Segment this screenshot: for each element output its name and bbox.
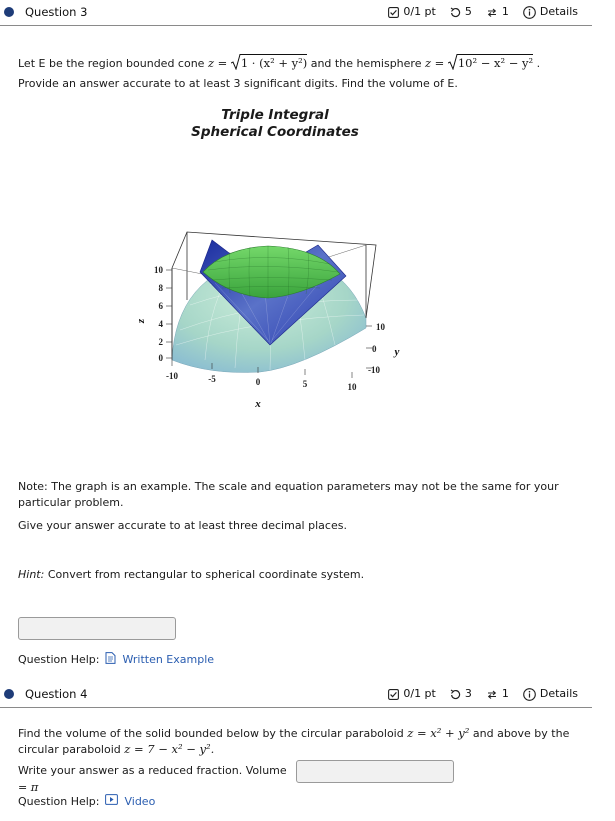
score-text: 0/1 pt	[403, 687, 436, 701]
z-tick-label: 8	[158, 283, 163, 293]
z-tick-label: 10	[154, 265, 163, 275]
volume-answer-input[interactable]	[296, 760, 454, 783]
hint-text: Convert from rectangular to spherical coordinate system.	[44, 568, 365, 581]
retry-count: 1	[501, 5, 509, 19]
z-axis-label: z	[135, 318, 147, 324]
question-help	[18, 652, 214, 667]
video-link[interactable]: Video	[124, 794, 156, 808]
z-tick-label: 0	[158, 353, 163, 363]
pi-symbol: π	[30, 780, 39, 794]
graph-note: Note: The graph is an example. The scale and equation parameters may not be the same for your particular problem.	[18, 480, 559, 509]
x-tick-label: 5	[302, 379, 308, 389]
prompt-text-b: and above by the	[469, 727, 570, 740]
x-tick-label: 10	[347, 382, 357, 392]
details-link[interactable]: Details	[539, 5, 578, 19]
retry-count: 1	[501, 687, 509, 701]
prompt-text-a: Let E be the region bounded cone	[18, 57, 208, 70]
z-tick-label: 6	[158, 301, 163, 311]
hemisphere-equation-lhs: z =	[424, 56, 445, 70]
hemisphere-equation-radicand: 10² − x² − y²	[457, 56, 534, 70]
hint	[18, 567, 578, 583]
cone-equation-lhs: z =	[207, 56, 228, 70]
question-meta	[388, 687, 578, 701]
retry-icon	[486, 687, 498, 700]
prompt-text-c: circular paraboloid	[18, 743, 125, 756]
figure-title: Triple Integral	[221, 107, 329, 123]
cone-equation-radicand: 1 · (x² + y²)	[240, 56, 308, 70]
y-axis-label: y	[394, 346, 400, 358]
lower-paraboloid-equation: z = x² + y²	[407, 726, 470, 740]
z-axis	[166, 270, 172, 358]
sqrt-icon	[231, 54, 241, 75]
info-icon[interactable]	[523, 687, 536, 701]
problem-instructions: Provide an answer accurate to at least 3 significant digits. Find the volume of E.	[18, 77, 458, 90]
prompt-period: .	[536, 57, 541, 70]
hint-label: Hint:	[18, 568, 45, 581]
problem-statement	[18, 54, 578, 75]
prompt-text-b: and the hemisphere	[307, 57, 425, 70]
problem-statement	[18, 725, 578, 742]
help-label: Question Help:	[18, 653, 100, 666]
x-axis-label: x	[255, 398, 261, 410]
score-text: 0/1 pt	[403, 5, 436, 19]
upper-paraboloid-equation: z = 7 − x² − y².	[124, 742, 215, 756]
question-4-header	[0, 682, 592, 708]
question-status-dot	[4, 689, 14, 699]
prompt-text-a: Find the volume of the solid bounded below by the circular paraboloid	[18, 727, 408, 740]
answer-input[interactable]	[18, 617, 176, 640]
problem-statement-line2	[18, 741, 578, 758]
x-tick-label: 0	[255, 377, 261, 387]
question-status-dot	[4, 7, 14, 17]
question-3-header	[0, 0, 592, 26]
question-meta	[388, 5, 578, 19]
figure-subtitle: Spherical Coordinates	[191, 124, 359, 140]
score-check-icon	[388, 5, 399, 18]
retry-icon	[486, 5, 498, 18]
y-tick-label: 10	[376, 322, 385, 332]
document-icon	[105, 652, 116, 667]
tries-count: 3	[464, 687, 472, 701]
question-title: Question 3	[25, 5, 88, 19]
x-tick-label: -10	[166, 371, 178, 381]
z-tick-label: 4	[158, 319, 163, 329]
tries-icon	[450, 5, 461, 18]
volume-prompt: Write your answer as a reduced fraction. Volume =	[18, 764, 287, 794]
y-tick-label: -10	[368, 365, 380, 375]
sqrt-icon	[448, 54, 458, 75]
x-tick-label: -5	[208, 374, 216, 384]
details-link[interactable]: Details	[539, 687, 578, 701]
written-example-link[interactable]: Written Example	[122, 653, 215, 666]
example-3d-plot	[130, 225, 420, 415]
info-icon[interactable]	[523, 5, 536, 19]
score-check-icon	[388, 687, 399, 700]
tries-icon	[450, 687, 461, 700]
tries-count: 5	[464, 5, 472, 19]
z-tick-label: 2	[158, 337, 163, 347]
answer-instruction	[18, 763, 298, 796]
y-tick-label: 0	[372, 344, 377, 354]
help-label: Question Help:	[18, 794, 100, 808]
question-title: Question 4	[25, 687, 88, 701]
video-icon	[105, 794, 118, 808]
question-help	[18, 794, 155, 808]
decimal-instruction: Give your answer accurate to at least three decimal places.	[18, 519, 347, 532]
